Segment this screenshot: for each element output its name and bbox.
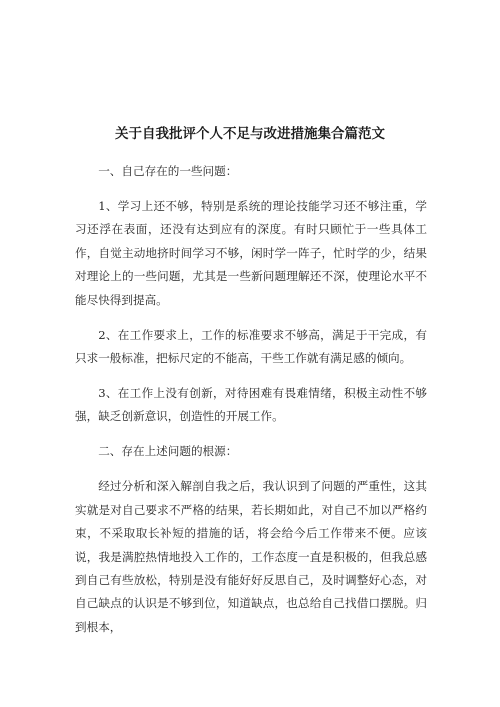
section-heading-root-causes: 二、存在上述问题的根源： (98, 444, 238, 459)
paragraph-innovation: 3、在工作上没有创新，对待困难有畏难情绪，积极主动性不够强，缺乏创新意识，创造性的开展工作。 (75, 386, 427, 424)
paragraph-work-standards: 2、在工作要求上，工作的标准要求不够高，满足于干完成，有只求一般标准，把标尺定的不能高，干些工作就有满足感的倾向。 (75, 327, 427, 366)
section-heading-problems: 一、自己存在的一些问题： (98, 164, 238, 178)
document-title: 关于自我批评个人不足与改进措施集合篇范文 (115, 126, 385, 142)
paragraph-analysis: 经过分析和深入解剖自我之后，我认识到了问题的严重性，这其实就是对自己要求不严格的结果，若长期如此，对自己不加以严格约束，不采取取长补短的措施的话，将会给今后工作带来不便。应该说，我是满腔热情地投入工作的，工作态度一直是积极的，但我总感到自己有些放松，特别是没有能好好反思自己，及时调整好心态，对自己缺点的认识是不够到位，知道缺点，也总给自己找借口摆脱。归到根本， (75, 479, 427, 634)
document-body (75, 160, 427, 639)
paragraph-study: 1、学习上还不够，特别是系统的理论技能学习还不够注重，学习还浮在表面，还没有达到应有的深度。有时只顾忙于一些具体工作，自觉主动地挤时间学习不够，闲时学一阵子，忙时学的少，结果对理论上的一些问题，尤其是一些新问题理解还不深，使理论水平不能尽快得到提高。 (75, 199, 427, 307)
